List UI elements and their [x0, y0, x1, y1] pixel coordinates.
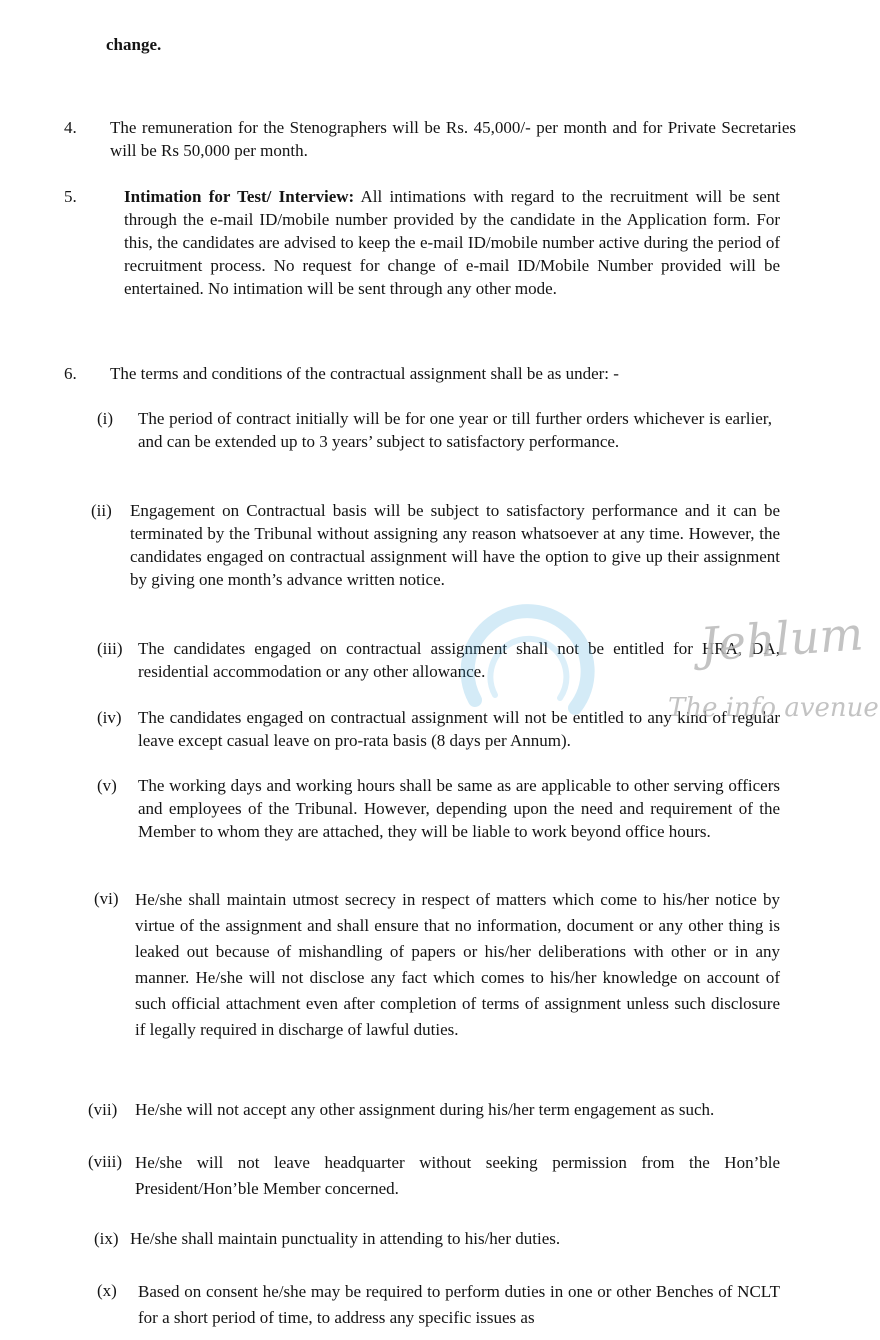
para-4-text: The remuneration for the Stenographers will be Rs. 45,000/- per month and for Private Secretaries will be Rs 50,000 per month. [110, 118, 796, 160]
item-number: (vii) [88, 1100, 118, 1119]
para-5-heading: Intimation for Test/ Interview: [124, 187, 355, 206]
item-number: (vi) [94, 889, 119, 908]
item-number: (viii) [88, 1152, 122, 1171]
item-number: (iv) [97, 708, 122, 727]
list-item: The working days and working hours shall be same as are applicable to other serving officers and employees of the Tribunal. However, depending upon the need and requirement of the Member to whom they are attached, they will be liable to work beyond office hours. [138, 776, 780, 841]
para-5-text [124, 185, 780, 300]
list-item: He/she will not leave headquarter without seeking permission from the Hon’ble President/Hon’ble Member concerned. [135, 1153, 780, 1198]
para-6-text: The terms and conditions of the contractual assignment shall be as under: - [110, 364, 619, 383]
list-item: The candidates engaged on contractual assignment shall not be entitled for HRA, DA, residential accommodation or any other allowance. [138, 639, 780, 681]
continuation-text: change. [106, 35, 162, 54]
item-number: (ix) [94, 1229, 119, 1248]
item-number: (ii) [91, 501, 112, 520]
item-number: (i) [97, 409, 114, 428]
para-5-number: 5. [64, 187, 77, 206]
para-5-body: All intimations with regard to the recruitment will be sent through the e-mail ID/mobile number provided by the candidate in the Application form. For this, the candidates are advised to keep the e-mail ID/mobile number active during the period of recruitment process. No request for change of e-mail ID/Mobile Number provided will be entertained. No intimation will be sent through any other mode. [124, 187, 780, 298]
list-item: The period of contract initially will be for one year or till further orders whichever is earlier, and can be extended up to 3 years’ subject to satisfactory performance. [138, 409, 772, 451]
list-item: He/she shall maintain punctuality in attending to his/her duties. [130, 1229, 561, 1248]
watermark-title: Jehlum [698, 606, 865, 672]
list-item: Based on consent he/she may be required to perform duties in one or other Benches of NCLT for a short period of time, to address any specific issues as [138, 1282, 780, 1327]
para-4-number: 4. [64, 118, 77, 137]
list-item: He/she shall maintain utmost secrecy in respect of matters which come to his/her notice by virtue of the assignment and shall ensure that no information, document or any other thing is leaked out because of mishandling of papers or his/her deliberations with other or in any manner. He/she will not disclose any fact which comes to his/her knowledge on account of such official attachment even after completion of terms of assignment unless such disclosure if legally required in discharge of lawful duties. [135, 890, 780, 1039]
list-item: Engagement on Contractual basis will be subject to satisfactory performance and it can be terminated by the Tribunal without assigning any reason whatsoever at any time. However, the candidates engaged on contractual assignment will have the option to give up their assignment by giving one month’s advance written notice. [130, 501, 780, 589]
list-item: The candidates engaged on contractual assignment will not be entitled to any kind of regular leave except casual leave on pro-rata basis (8 days per Annum). [138, 708, 780, 750]
para-6-number: 6. [64, 364, 77, 383]
item-number: (x) [97, 1281, 117, 1300]
list-item: He/she will not accept any other assignment during his/her term engagement as such. [135, 1100, 715, 1119]
watermark-subtitle: The info avenue [668, 693, 879, 723]
item-number: (v) [97, 776, 117, 795]
item-number: (iii) [97, 639, 123, 658]
